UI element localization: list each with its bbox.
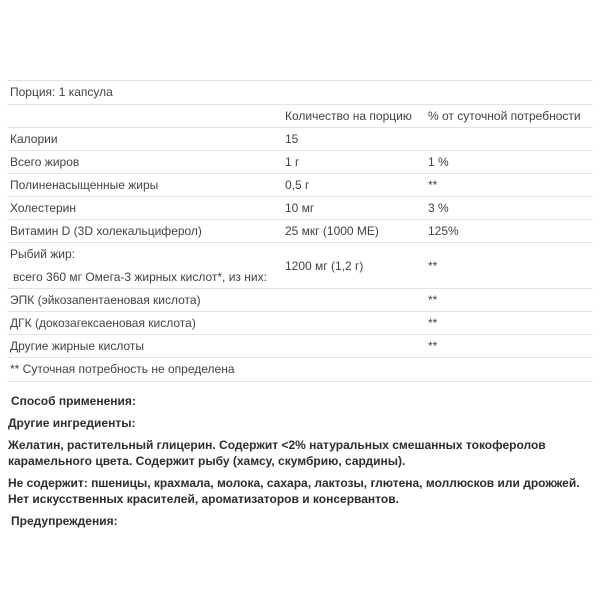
nutrient-amount: 10 мг: [285, 201, 315, 215]
nutrient-daily-value: **: [428, 339, 438, 353]
nutrient-row: [7, 174, 593, 197]
nutrient-amount: 15: [285, 132, 299, 146]
daily-value-footnote: ** Суточная потребность не определена: [10, 362, 235, 376]
nutrient-name-line2: всего 360 мг Омега-3 жирных кислот*, из них:: [13, 270, 267, 284]
nutrient-name-line1: Всего жиров: [10, 155, 80, 169]
nutrient-row: [7, 220, 593, 243]
nutrient-name: [7, 201, 285, 215]
nutrient-name: [7, 316, 285, 330]
nutrient-amount: 1200 мг (1,2 г): [285, 258, 364, 273]
nutrient-name: [7, 224, 285, 238]
nutrient-daily-value: 1 %: [428, 155, 449, 169]
facts-header-row: [7, 105, 593, 128]
nutrient-name: [7, 293, 285, 307]
nutrient-row: [7, 128, 593, 151]
nutrient-name-line1: Витамин D (3D холекальциферол): [10, 224, 202, 238]
directions-heading: Способ применения:: [11, 394, 136, 408]
nutrient-row: [7, 335, 593, 358]
nutrient-name: [7, 247, 285, 284]
supplement-facts-table: [7, 80, 593, 382]
nutrient-amount: 1 г: [285, 155, 300, 169]
nutrient-name-line1: ДГК (докозагексаеновая кислота): [10, 316, 196, 330]
serving-row: [7, 81, 593, 105]
nutrient-name: [7, 339, 285, 353]
facts-rows-container: [7, 128, 593, 358]
nutrient-name: [7, 178, 285, 192]
nutrient-amount: 0,5 г: [285, 178, 310, 192]
other-ingredients-heading: Другие ингредиенты:: [8, 416, 136, 430]
nutrient-daily-value: **: [428, 293, 438, 307]
nutrient-name: [7, 132, 285, 146]
nutrient-name-line1: Полиненасыщенные жиры: [10, 178, 159, 192]
nutrient-daily-value: **: [428, 258, 438, 273]
nutrient-daily-value: 3 %: [428, 201, 449, 215]
nutrient-amount: 25 мкг (1000 МЕ): [285, 224, 379, 238]
serving-size-label: Порция: 1 капсула: [10, 85, 113, 99]
nutrient-daily-value: 125%: [428, 224, 459, 238]
nutrient-name-line1: Рыбий жир:: [10, 247, 75, 261]
nutrient-name-line1: Холестерин: [10, 201, 76, 215]
nutrient-row: [7, 289, 593, 312]
other-ingredients-text: Желатин, растительный глицерин. Содержит <2% натуральных смешанных токоферолов карамельного цвета. Содержит рыбу (хамсу, скумбрию, сардины).: [8, 438, 546, 468]
nutrient-name-line1: ЭПК (эйкозапентаеновая кислота): [10, 293, 201, 307]
column-header-amount: Количество на порцию: [285, 109, 412, 123]
nutrient-daily-value: **: [428, 178, 438, 192]
nutrient-row: [7, 151, 593, 174]
warnings-heading: Предупреждения:: [11, 514, 118, 528]
nutrient-name: [7, 155, 285, 169]
does-not-contain-text: Не содержит: пшеницы, крахмала, молока, сахара, лактозы, глютена, моллюсков или дрожжей. Нет искусственных красителей, ароматизаторов и консервантов.: [8, 476, 580, 506]
nutrient-row: [7, 243, 593, 289]
description-sections: [8, 393, 592, 529]
column-header-daily-value: % от суточной потребности: [428, 109, 581, 123]
nutrient-name-line1: Другие жирные кислоты: [10, 339, 145, 353]
facts-footnote-row: [7, 358, 593, 382]
nutrient-row: [7, 197, 593, 220]
nutrient-row: [7, 312, 593, 335]
nutrient-daily-value: **: [428, 316, 438, 330]
nutrient-name-line1: Калории: [10, 132, 58, 146]
